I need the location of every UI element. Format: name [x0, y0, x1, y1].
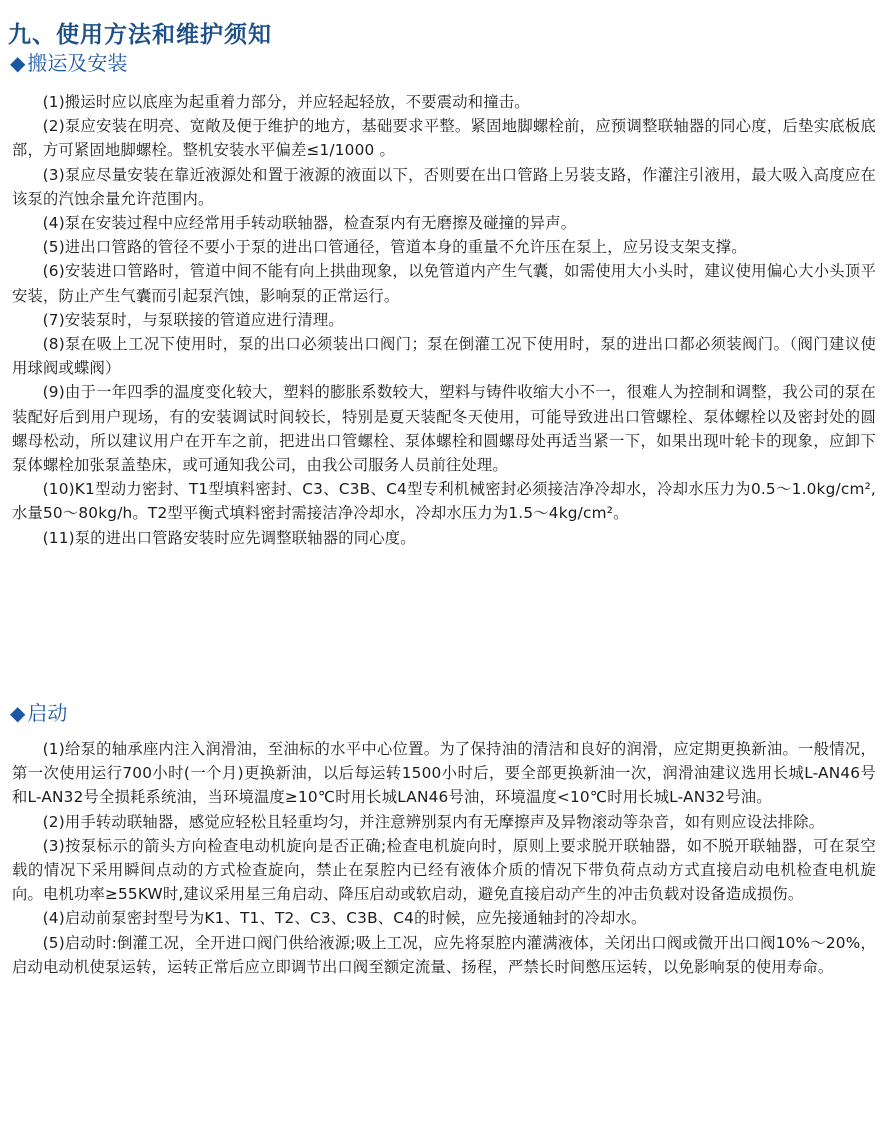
section-heading-label: 启动	[27, 701, 68, 725]
section-body-startup	[12, 737, 876, 979]
paragraph: (1)搬运时应以底座为起重着力部分，并应轻起轻放，不要震动和撞击。	[42, 93, 530, 111]
section-heading-installation	[10, 48, 127, 78]
paragraph: (11)泵的进出口管路安装时应先调整联轴器的同心度。	[42, 528, 416, 547]
paragraph: (3)按泵标示的箭头方向检查电动机旋向是否正确;检查电机旋向时，原则上要求脱开联轴器，如不脱开联轴器，可在泵空载的情况下采用瞬间点动的方式检查旋向，禁止在泵腔内已经有液体介质的情况下带负荷点动方式直接启动电机检查电机旋向。电机功率≥55KW时,建议采用星三角启动、降压启动或软启动，避免直接启动产生的冲击负载对设备造成损伤。	[12, 836, 876, 904]
paragraph: (5)启动时:倒灌工况，全开进口阀门供给液源;吸上工况，应先将泵腔内灌满液体，关闭出口阀或微开出口阀10%～20%，启动电动机使泵运转，运转正常后应立即调节出口阀至额定流量、扬程，严禁长时间憋压运转，以免影响泵的使用寿命。	[12, 933, 876, 976]
section-heading-label: 搬运及安装	[27, 51, 128, 75]
paragraph: (10)K1型动力密封、T1型填料密封、C3、C3B、C4型专利机械密封必须接洁净冷却水，冷却水压力为0.5～1.0kg/cm²,水量50～80kg/h。T2型平衡式填料密封需接洁净冷却水，冷却水压力为1.5～4kg/cm²。	[12, 480, 876, 523]
paragraph: (3)泵应尽量安装在靠近液源处和置于液源的液面以下，否则要在出口管路上另装支路，作灌注引液用，最大吸入高度应在该泵的汽蚀余量允许范围内。	[12, 165, 876, 208]
paragraph: (4)启动前泵密封型号为K1、T1、T2、C3、C3B、C4的时候，应先接通轴封的冷却水。	[42, 909, 647, 928]
paragraph: (4)泵在安装过程中应经常用手转动联轴器，检查泵内有无磨擦及碰撞的异声。	[42, 214, 577, 233]
diamond-bullet-icon: ◆	[10, 51, 26, 75]
paragraph: (6)安装进口管路时，管道中间不能有向上拱曲现象，以免管道内产生气囊，如需使用大小头时，建议使用偏心大小头顶平安装，防止产生气囊而引起泵汽蚀，影响泵的正常运行。	[12, 262, 876, 305]
paragraph: (2)用手转动联轴器，感觉应轻松且轻重均匀，并注意辨别泵内有无摩擦声及异物滚动等杂音，如有则应设法排除。	[42, 812, 825, 831]
paragraph: (5)进出口管路的管径不要小于泵的进出口管通径，管道本身的重量不允许压在泵上，应另设支架支撑。	[42, 238, 747, 257]
diamond-bullet-icon: ◆	[10, 701, 26, 725]
paragraph: (8)泵在吸上工况下使用时，泵的出口必须装出口阀门；泵在倒灌工况下使用时，泵的进出口都必须装阀门。（阀门建议使用球阀或蝶阀）	[12, 335, 876, 378]
paragraph: (9)由于一年四季的温度变化较大，塑料的膨胀系数较大，塑料与铸件收缩大小不一，很难人为控制和调整，我公司的泵在装配好后到用户现场，有的安装调试时间较长，特别是夏天装配冬天使用，可能导致进出口管螺栓、泵体螺栓以及密封处的圆螺母松动，所以建议用户在开车之前，把进出口管螺栓、泵体螺栓和圆螺母处再适当紧一下，如果出现叶轮卡的现象，应卸下泵体螺栓加张泵盖垫床，或可通知我公司，由我公司服务人员前往处理。	[12, 383, 876, 475]
section-body-installation	[12, 90, 876, 550]
paragraph: (1)给泵的轴承座内注入润滑油，至油标的水平中心位置。为了保持油的清洁和良好的润滑，应定期更换新油。一般情况，第一次使用运行700小时(一个月)更换新油，以后每运转1500小时后，要全部更换新油一次，润滑油建议选用长城L-AN46号和L-AN32号全损耗系统油，当环境温度≥10℃时用长城LAN46号油，环境温度<10℃时用长城L-AN32号油。	[12, 740, 876, 807]
paragraph: (7)安装泵时，与泵联接的管道应进行清理。	[42, 310, 344, 329]
page-title: 九、使用方法和维护须知	[8, 22, 272, 49]
paragraph: (2)泵应安装在明亮、宽敞及便于维护的地方，基础要求平整。紧固地脚螺栓前，应预调整联轴器的同心度，后垫实底板底部，方可紧固地脚螺栓。整机安装水平偏差≤1/1000 。	[12, 117, 876, 160]
section-heading-startup	[10, 698, 67, 728]
